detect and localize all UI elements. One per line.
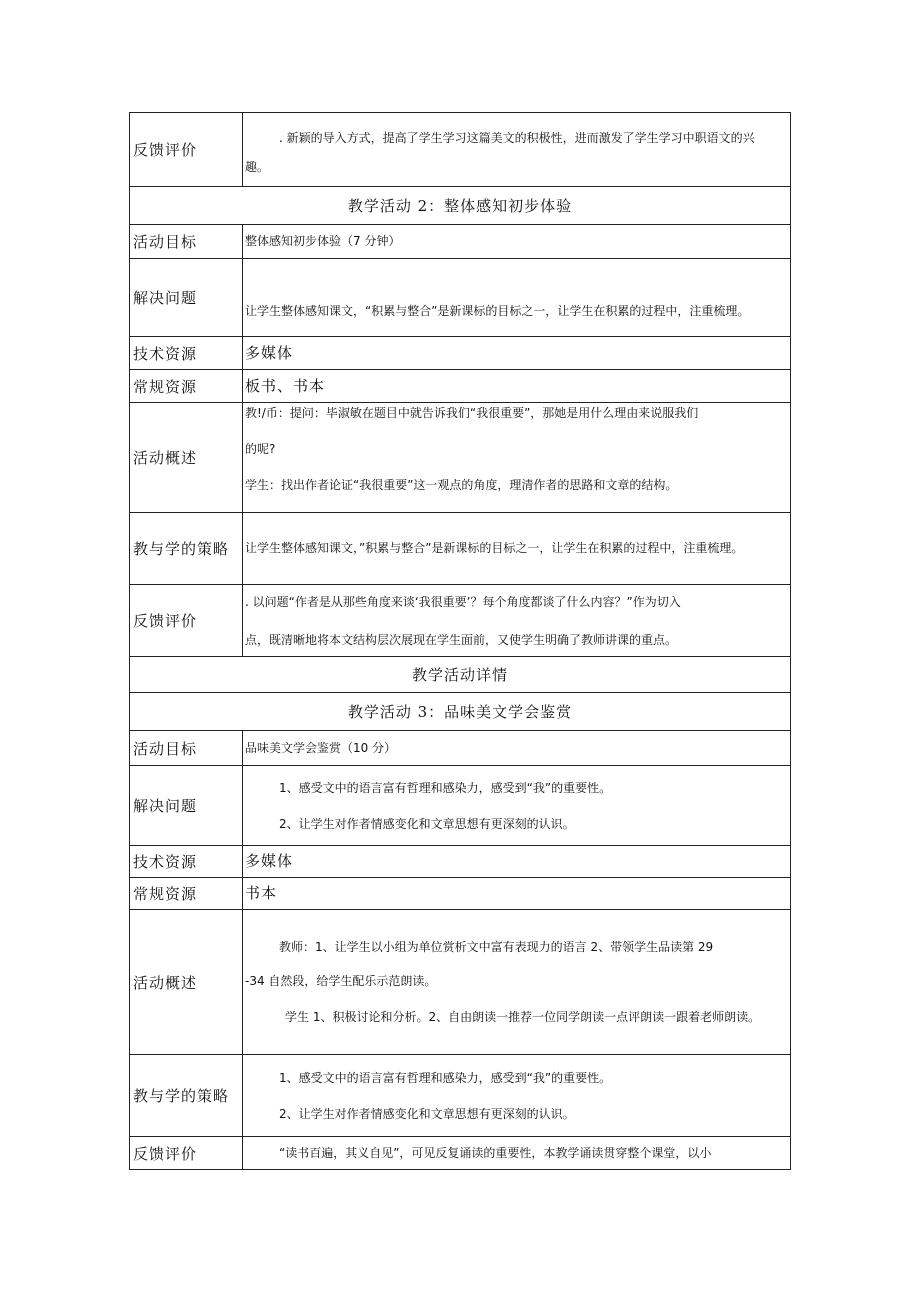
text-line: 趣。 bbox=[245, 159, 270, 174]
table-row bbox=[130, 187, 791, 225]
text-line: . 新颖的导入方式，提高了学生学习这篇美文的积极性，进而激发了学生学习中职语文的兴 bbox=[279, 130, 755, 145]
row-content: 多媒体 bbox=[243, 337, 791, 370]
row-content bbox=[243, 910, 791, 1055]
row-label: 教与学的策略 bbox=[130, 513, 243, 585]
table-row bbox=[130, 1137, 791, 1170]
row-content: 多媒体 bbox=[243, 846, 791, 878]
row-label: 常规资源 bbox=[130, 878, 243, 910]
row-content bbox=[243, 403, 791, 513]
table-row bbox=[130, 766, 791, 846]
row-content: 让学生整体感知课文，”积累与整合”是新课标的目标之一，让学生在积累的过程中，注重梳理。 bbox=[243, 513, 791, 585]
table-row bbox=[130, 657, 791, 693]
table-row bbox=[130, 513, 791, 585]
text-line: “读书百遍，其义自见”，可见反复诵读的重要性，本教学诵读贯穿整个课堂，以小 bbox=[279, 1145, 712, 1160]
section-header: 教学活动详情 bbox=[130, 657, 791, 693]
table-row bbox=[130, 846, 791, 878]
row-content bbox=[243, 113, 791, 187]
row-label: 常规资源 bbox=[130, 370, 243, 403]
text-line: -34 自然段，给学生配乐示范朗读。 bbox=[245, 974, 437, 988]
row-content bbox=[243, 1137, 791, 1170]
text-line: 教师：1、让学生以小组为单位赏析文中富有表现力的语言 2、带领学生品读第 29 bbox=[279, 940, 714, 954]
text-line: 1、感受文中的语言富有哲理和感染力，感受到“我”的重要性。 bbox=[279, 780, 612, 795]
row-label: 教与学的策略 bbox=[130, 1055, 243, 1137]
table-row bbox=[130, 113, 791, 187]
lesson-plan-table bbox=[129, 112, 791, 1170]
section-header: 教学活动 3：品味美文学会鉴赏 bbox=[130, 693, 791, 731]
row-content: 整体感知初步体验（7 分钟） bbox=[243, 225, 791, 259]
table-row bbox=[130, 337, 791, 370]
table-row bbox=[130, 259, 791, 337]
row-content bbox=[243, 1055, 791, 1137]
row-content bbox=[243, 585, 791, 657]
text-line: 让学生整体感知课文，“积累与整合”是新课标的目标之一，让学生在积累的过程中，注重梳理。 bbox=[245, 304, 750, 319]
row-label: 活动目标 bbox=[130, 731, 243, 766]
text-line: 学生 1、积极讨论和分析。2、自由朗读一推荐一位同学朗读一点评朗读一跟着老师朗读。 bbox=[285, 1010, 761, 1024]
text-line: 2、让学生对作者情感变化和文章思想有更深刻的认识。 bbox=[279, 816, 575, 831]
text-line: 的呢? bbox=[245, 442, 276, 456]
table-row bbox=[130, 225, 791, 259]
row-content: 板书、书本 bbox=[243, 370, 791, 403]
table-row bbox=[130, 585, 791, 657]
text-line: . 以问题“作者是从那些角度来谈‘我很重要’？每个角度都谈了什么内容？”作为切入 bbox=[245, 594, 681, 609]
row-label: 解决问题 bbox=[130, 766, 243, 846]
row-content bbox=[243, 766, 791, 846]
row-label: 反馈评价 bbox=[130, 1137, 243, 1170]
text-line: 学生：找出作者论证“我很重要”这一观点的角度，理清作者的思路和文章的结构。 bbox=[245, 478, 678, 492]
row-label: 反馈评价 bbox=[130, 585, 243, 657]
section-header: 教学活动 2：整体感知初步体验 bbox=[130, 187, 791, 225]
text-line: 点，既清晰地将本文结构层次展现在学生面前，又使学生明确了教师讲课的重点。 bbox=[245, 632, 678, 647]
row-label: 技术资源 bbox=[130, 337, 243, 370]
table-row bbox=[130, 693, 791, 731]
row-label: 反馈评价 bbox=[130, 113, 243, 187]
table-row bbox=[130, 1055, 791, 1137]
table-row bbox=[130, 731, 791, 766]
text-line: 1、感受文中的语言富有哲理和感染力，感受到“我”的重要性。 bbox=[279, 1070, 612, 1085]
text-line: 教!/币：提问：毕淑敏在题目中就告诉我们“我很重要”，那她是用什么理由来说服我们 bbox=[245, 406, 699, 420]
table-row bbox=[130, 370, 791, 403]
table-row bbox=[130, 878, 791, 910]
table-row bbox=[130, 910, 791, 1055]
table-row bbox=[130, 403, 791, 513]
row-label: 活动概述 bbox=[130, 403, 243, 513]
row-label: 解决问题 bbox=[130, 259, 243, 337]
row-content: 品味美文学会鉴赏（10 分） bbox=[243, 731, 791, 766]
row-label: 技术资源 bbox=[130, 846, 243, 878]
row-content bbox=[243, 259, 791, 337]
text-line: 2、让学生对作者情感变化和文章思想有更深刻的认识。 bbox=[279, 1106, 575, 1121]
row-content: 书本 bbox=[243, 878, 791, 910]
row-label: 活动目标 bbox=[130, 225, 243, 259]
row-label: 活动概述 bbox=[130, 910, 243, 1055]
